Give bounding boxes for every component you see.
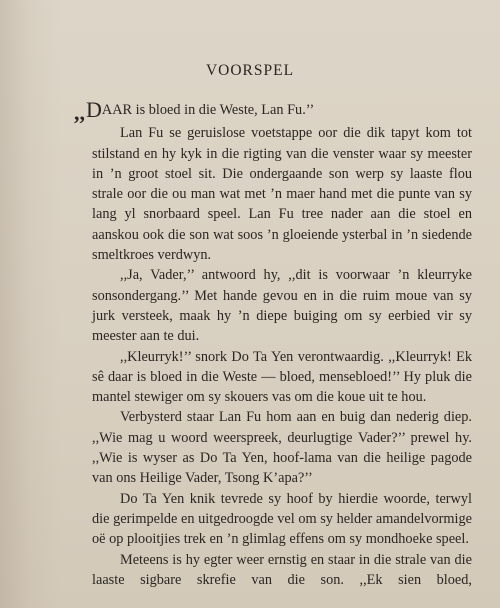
- chapter-heading: VOORSPEL: [205, 62, 295, 79]
- paragraph-5: Do Ta Yen knik tevrede sy hoof by hierdie woorde, terwyl die gerimpelde en uitgedroogde vel om sy helder amandelvormige oë op plooitjies trek en ’n glimlag effens om sy mondhoeke speel.: [92, 490, 472, 548]
- body-text: [74, 97, 472, 590]
- drop-cap: D: [86, 97, 102, 122]
- paragraph-6: Meteens is hy egter weer ernstig en staar in die strale van die laaste sigbare skrefie van die son. ,,Ek sien bloed,: [92, 551, 472, 588]
- paragraph-4: Verbysterd staar Lan Fu hom aan en buig dan nederig diep. ,,Wie mag u woord weerspreek, deurlugtige Vader?’’ prewel hy. ,,Wie is wyser as Do Ta Yen, hoof-lama van die heilige pagode van ons Heilige Vader, Tsong K’apa?’’: [92, 409, 472, 487]
- opening-quote-mark: ,,: [74, 100, 85, 125]
- opening-text: AAR is bloed in die Weste, Lan Fu.’’: [101, 102, 315, 118]
- paragraph-1: Lan Fu se geruislose voetstappe oor die dik tapyt kom tot stilstand en hy kyk in die rigting van die venster waar sy meester in ’n groot stoel sit. Die ondergaande son werp sy laaste flou strale oor die ou man wat met ’n maer hand met die punte van sy lang yl snorbaard speel. Lan Fu tree nader aan die stoel en aanskou ook die son wat soos ’n gloeiende ysterbal in ’n siedende smeltkroes verdwyn.: [92, 125, 472, 264]
- paragraph-3: ,,Kleurryk!’’ snork Do Ta Yen verontwaardig. ,,Kleurryk! Ek sê daar is bloed in die Weste — bloed, mensebloed!’’ Hy pluk die mantel stewiger om sy skouers vas om die koue uit te hou.: [92, 348, 472, 406]
- opening-line: [74, 97, 472, 125]
- paragraph-2: ,,Ja, Vader,’’ antwoord hy, ,,dit is voorwaar ’n kleurryke sonsondergang.’’ Met hande gevou en in die ruim moue van sy jurk versteek, maak hy ’n diepe buiging om sy eerbied vir sy meester aan te dui.: [92, 267, 472, 345]
